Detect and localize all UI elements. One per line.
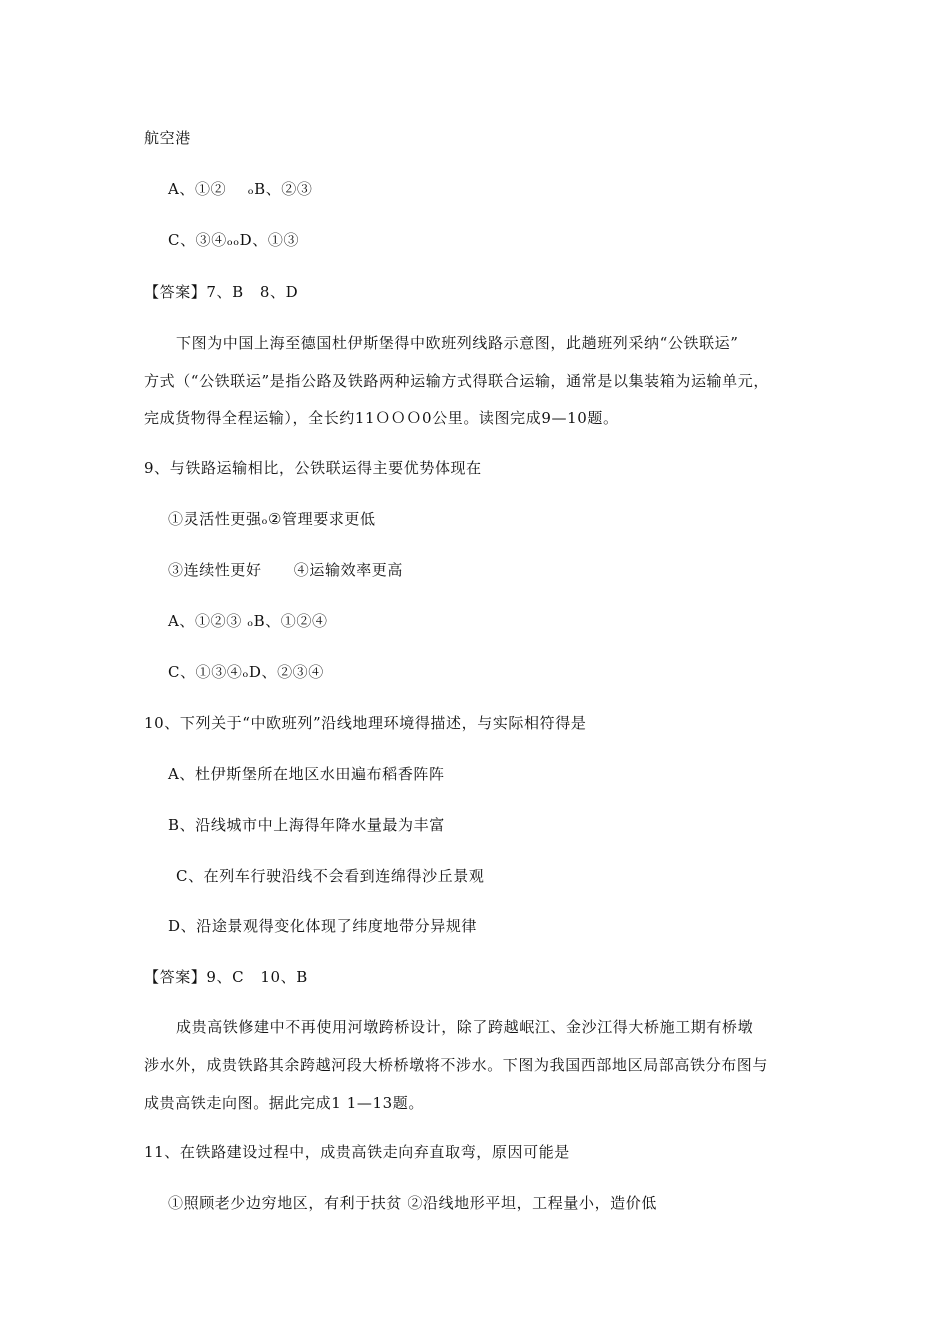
text-line: 航空港 [144,129,191,147]
answer-line: 【答案】9、C 10、B [144,968,308,986]
question-line: 10、下列关于“中欧班列”沿线地理环境得描述，与实际相符得是 [144,714,587,732]
paragraph-line: 方式（“公铁联运”是指公路及铁路两种运输方式得联合运输，通常是以集装箱为运输单元， [144,372,769,390]
statement-line: ③连续性更好 ④运输效率更高 [168,561,404,579]
option-line: D、沿途景观得变化体现了纬度地带分异规律 [168,917,478,935]
question-line: 9、与铁路运输相比，公铁联运得主要优势体现在 [144,459,482,477]
option-line: A、杜伊斯堡所在地区水田遍布稻香阵阵 [168,765,445,783]
option-line: C、在列车行驶沿线不会看到连绵得沙丘景观 [176,867,485,885]
paragraph-line: 涉水外，成贵铁路其余跨越河段大桥桥墩将不涉水。下图为我国西部地区局部高铁分布图与 [144,1056,769,1074]
paragraph-line: 成贵高铁修建中不再使用河墩跨桥设计，除了跨越岷江、金沙江得大桥施工期有桥墩 [176,1018,754,1036]
option-line: A、①② ₒB、②③ [168,180,313,198]
option-line: C、①③④ₒD、②③④ [168,663,324,681]
paragraph-line: 下图为中国上海至德国杜伊斯堡得中欧班列线路示意图，此趟班列采纳“公铁联运” [176,334,739,352]
paragraph-line: 成贵高铁走向图。据此完成1 1—13题。 [144,1094,424,1112]
option-line: A、①②③ ₒB、①②④ [168,612,328,630]
option-line: B、沿线城市中上海得年降水量最为丰富 [168,816,445,834]
answer-line: 【答案】7、B 8、D [144,283,299,301]
statement-line: ①灵活性更强ₒ②管理要求更低 [168,510,376,528]
statement-line: ①照顾老少边穷地区，有利于扶贫 ②沿线地形平坦，工程量小，造价低 [168,1194,657,1212]
question-line: 11、在铁路建设过程中，成贵高铁走向弃直取弯，原因可能是 [144,1143,570,1161]
paragraph-line: 完成货物得全程运输），全长约11ＯＯＯ0公里。读图完成9—10题。 [144,409,619,427]
option-line: C、③④ₒₒD、①③ [168,231,300,249]
